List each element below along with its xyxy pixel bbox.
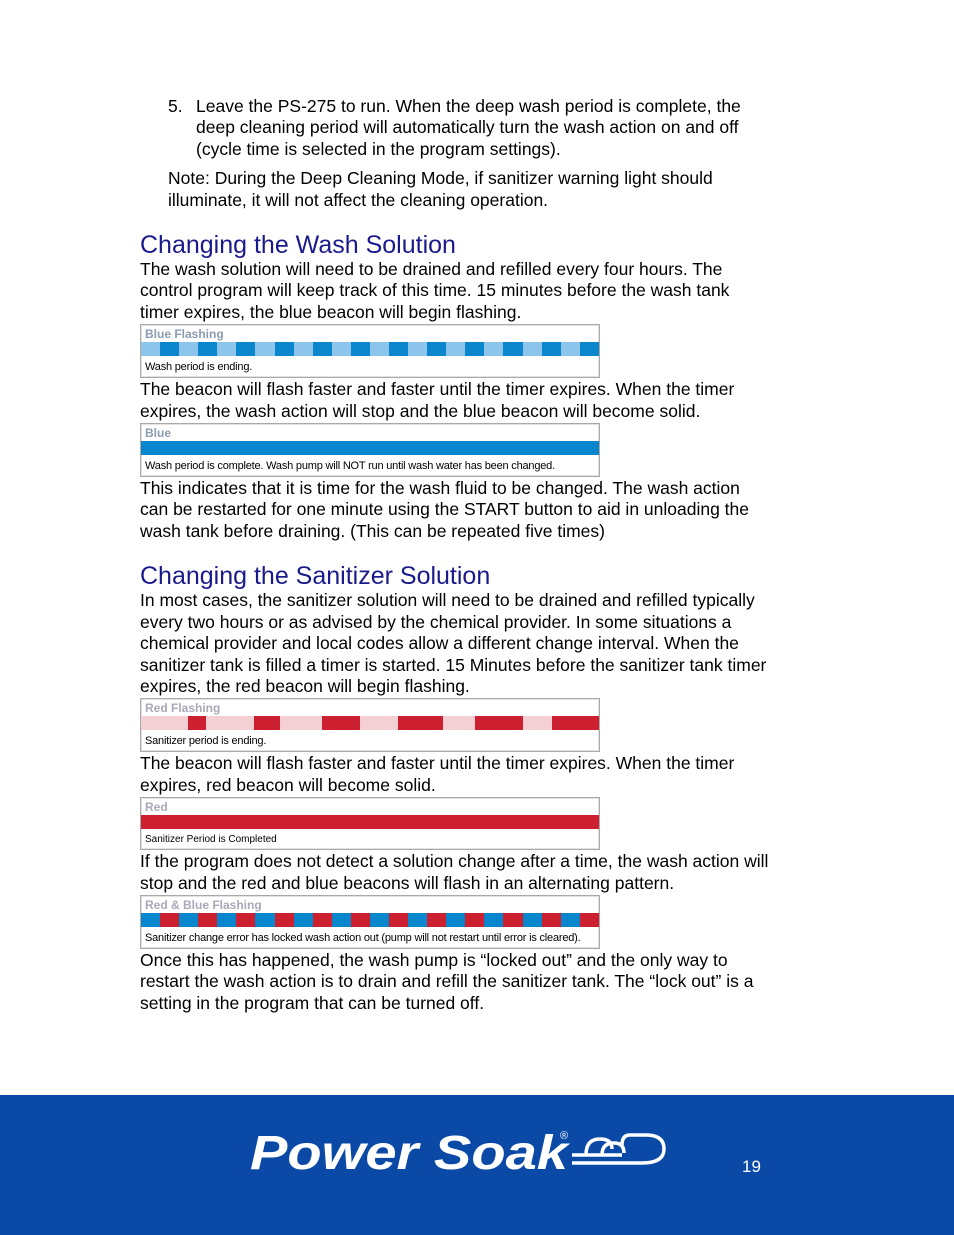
wash-paragraph-3: This indicates that it is time for the wash fluid to be changed. The wash action can be restarted for one minute using the START button to aid in unloading the wash tank before draining. (This can be repeated five times): [140, 478, 750, 541]
beacon-segment: [484, 342, 503, 356]
sanitizer-heading: Changing the Sanitizer Solution: [140, 562, 491, 591]
beacon-segment: [217, 913, 236, 927]
beacon-segment: [370, 913, 389, 927]
beacon-segment: [141, 716, 188, 730]
beacon-title: Red: [145, 800, 168, 815]
page-content: [140, 96, 770, 1014]
beacon-segment: [443, 716, 475, 730]
beacon-segment: [275, 913, 294, 927]
beacon-segment: [561, 913, 580, 927]
beacon-segment: [206, 716, 254, 730]
step-number: 5.: [168, 96, 183, 116]
blue-flashing-beacon: [140, 324, 600, 378]
beacon-solid-segment: [141, 441, 599, 455]
beacon-segment: [198, 913, 217, 927]
sanitizer-paragraph-4: Once this has happened, the wash pump is “locked out” and the only way to restart the wash action is to drain and refill the sanitizer tank. The “lock out” is a setting in the program that can be turned off.: [140, 949, 754, 1013]
beacon-segment: [503, 342, 522, 356]
beacon-segment: [198, 342, 217, 356]
power-soak-logo: [250, 1125, 670, 1175]
red-solid-beacon: [140, 797, 600, 850]
beacon-title: Red Flashing: [145, 701, 221, 716]
beacon-segment: [542, 342, 561, 356]
beacon-segment: [254, 716, 280, 730]
beacon-segment: [561, 342, 580, 356]
beacon-segment: [484, 913, 503, 927]
note: Note: During the Deep Cleaning Mode, if sanitizer warning light should illuminate, it will not affect the cleaning operation.: [168, 168, 713, 210]
beacon-segment: [236, 342, 255, 356]
beacon-segment: [275, 342, 294, 356]
logo-wordmark: Power Soak: [250, 1127, 571, 1175]
beacon-segment: [446, 342, 465, 356]
beacon-segment: [408, 342, 427, 356]
beacon-segment: [179, 913, 198, 927]
beacon-caption: Sanitizer Period is Completed: [145, 834, 277, 846]
beacon-segment: [322, 716, 360, 730]
beacon-segment: [360, 716, 398, 730]
beacon-segment: [313, 342, 332, 356]
beacon-segment: [398, 716, 443, 730]
beacon-caption: Wash period is complete. Wash pump will NOT run until wash water has been changed.: [145, 460, 555, 473]
step-text: Leave the PS-275 to run. When the deep wash period is complete, the deep cleaning period will automatically turn the wash action on and off (cycle time is selected in the program settings).: [196, 96, 741, 159]
page-number: 19: [742, 1157, 761, 1176]
beacon-bar: [141, 342, 599, 356]
beacon-segment: [552, 716, 599, 730]
beacon-segment: [351, 913, 370, 927]
beacon-segment: [179, 342, 198, 356]
wash-paragraph-1: The wash solution will need to be drained and refilled every four hours. The control program will keep track of this time. 15 minutes before the wash tank timer expires, the blue beacon will begin flashing.: [140, 259, 730, 322]
wash-paragraph-2: The beacon will flash faster and faster until the timer expires. When the timer expires, the wash action will stop and the blue beacon will become solid.: [140, 379, 735, 421]
beacon-segment: [389, 913, 408, 927]
sanitizer-paragraph-1: In most cases, the sanitizer solution will need to be drained and refilled typically every two hours or as advised by the chemical provider. In some situations a chemical provider and local codes allow a different change interval. When the sanitizer tank is filled a timer is started. 15 Minutes before the sanitizer tank timer expires, the red beacon will begin flashing.: [140, 590, 767, 696]
beacon-segment: [523, 716, 552, 730]
beacon-segment: [465, 342, 484, 356]
beacon-segment: [351, 342, 370, 356]
beacon-segment: [188, 716, 206, 730]
red-flashing-beacon: [140, 698, 600, 752]
beacon-caption: Wash period is ending.: [145, 361, 253, 374]
wash-heading: Changing the Wash Solution: [140, 231, 456, 260]
logo-wave-icon: [572, 1135, 664, 1163]
beacon-segment: [332, 913, 351, 927]
registered-mark: ®: [560, 1130, 569, 1142]
beacon-segment: [503, 913, 522, 927]
beacon-title: Blue: [145, 426, 172, 441]
beacon-bar: [141, 441, 599, 455]
blue-solid-beacon: [140, 423, 600, 477]
beacon-segment: [160, 913, 179, 927]
beacon-bar: [141, 815, 599, 829]
beacon-segment: [236, 913, 255, 927]
beacon-segment: [427, 913, 446, 927]
beacon-caption: Sanitizer period is ending.: [145, 735, 267, 748]
beacon-segment: [446, 913, 465, 927]
beacon-segment: [580, 342, 599, 356]
sanitizer-paragraph-2: The beacon will flash faster and faster until the timer expires. When the timer expires, red beacon will become solid.: [140, 753, 735, 795]
beacon-title: Red & Blue Flashing: [145, 897, 262, 912]
beacon-segment: [141, 342, 160, 356]
beacon-title: Blue Flashing: [145, 327, 224, 342]
beacon-segment: [160, 342, 179, 356]
beacon-segment: [523, 342, 542, 356]
beacon-segment: [523, 913, 542, 927]
beacon-segment: [542, 913, 561, 927]
beacon-segment: [408, 913, 427, 927]
beacon-bar: [141, 913, 599, 927]
footer-band: [0, 1095, 954, 1235]
beacon-segment: [427, 342, 446, 356]
beacon-segment: [280, 716, 322, 730]
beacon-segment: [580, 913, 599, 927]
beacon-segment: [294, 913, 313, 927]
beacon-segment: [332, 342, 351, 356]
beacon-segment: [255, 913, 274, 927]
step-5: [140, 96, 770, 160]
red-blue-flashing-beacon: [140, 895, 600, 949]
beacon-segment: [294, 342, 313, 356]
beacon-segment: [465, 913, 484, 927]
beacon-segment: [370, 342, 389, 356]
beacon-segment: [217, 342, 236, 356]
beacon-segment: [475, 716, 523, 730]
sanitizer-paragraph-3: If the program does not detect a solution change after a time, the wash action will stop and the red and blue beacons will flash in an alternating pattern.: [140, 851, 769, 893]
beacon-segment: [389, 342, 408, 356]
beacon-solid-segment: [141, 815, 599, 829]
beacon-caption: Sanitizer change error has locked wash action out (pump will not restart until error is cleared).: [145, 931, 581, 944]
beacon-segment: [255, 342, 274, 356]
beacon-segment: [313, 913, 332, 927]
beacon-bar: [141, 716, 599, 730]
beacon-segment: [141, 913, 160, 927]
